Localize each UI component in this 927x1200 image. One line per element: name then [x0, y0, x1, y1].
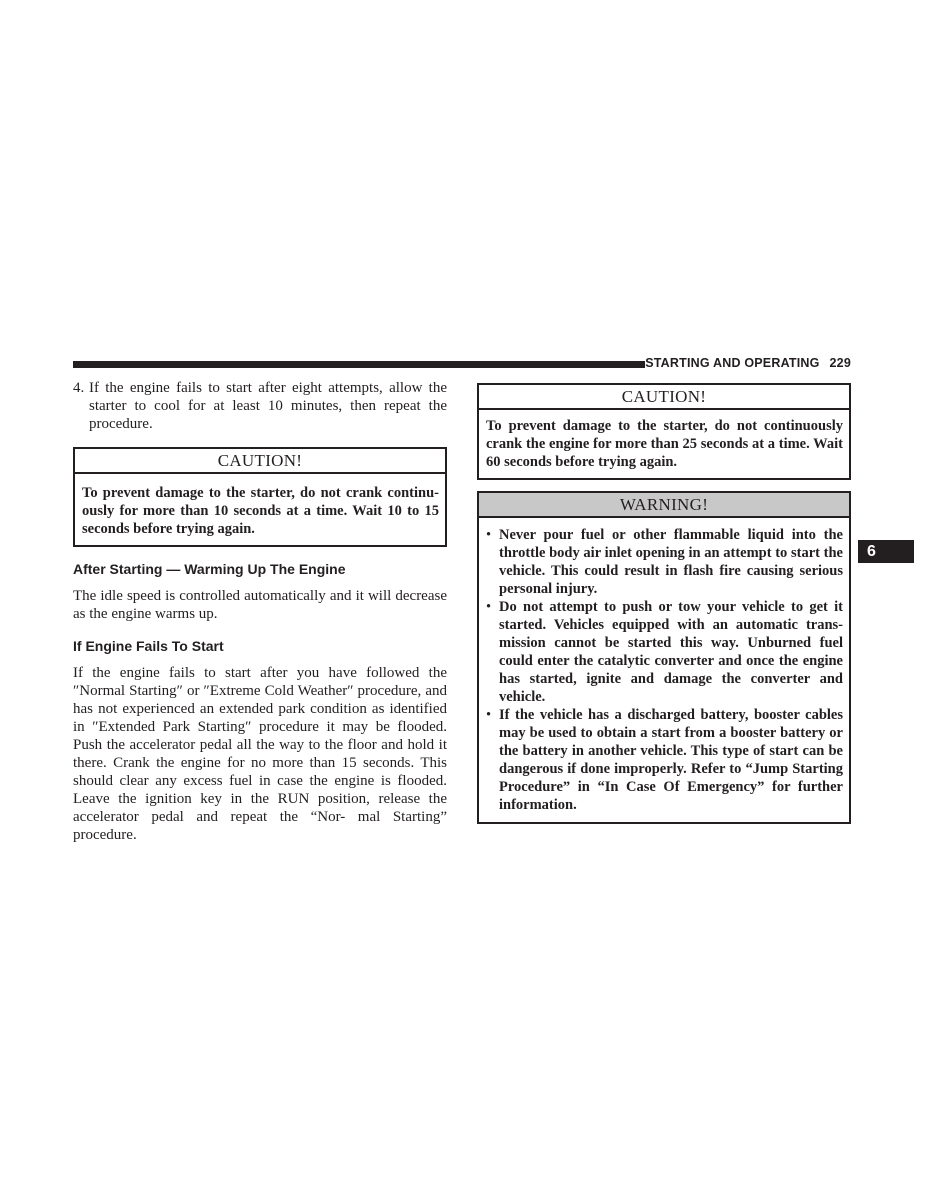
chapter-tab: 6 — [858, 540, 914, 563]
step-number: 4. — [73, 380, 85, 396]
section-title: STARTING AND OPERATING — [645, 356, 820, 370]
caution-title: CAUTION! — [75, 449, 445, 474]
after-starting-text: The idle speed is controlled automatically and it will decrease as the engine warms up. — [73, 588, 447, 622]
bullet-icon: • — [486, 599, 492, 615]
warning-body — [479, 518, 849, 822]
step-text: If the engine fails to start after eight attempts, allow the starter to cool for at least 10 minutes, then repeat the procedure. — [89, 380, 447, 432]
list-item — [486, 526, 843, 598]
list-item — [486, 706, 843, 814]
warning-box — [477, 491, 851, 824]
warning-item-text: If the vehicle has a discharged battery, booster cables may be used to obtain a start from a booster battery or the battery in another vehicle. This type of start can be dangerous if done improperly. Refer to “Jump Starting Procedure” in “In Case Of Emergency” for further information. — [499, 707, 843, 813]
fails-to-start-heading: If Engine Fails To Start — [73, 638, 224, 654]
warning-item-text: Never pour fuel or other flammable liquid into the throttle body air inlet opening in an attempt to start the vehicle. This could result in flash fire causing serious personal injury. — [499, 527, 843, 597]
right-column — [477, 383, 851, 824]
bullet-icon: • — [486, 527, 492, 543]
caution-text: To prevent damage to the starter, do not continuously crank the engine for more than 25 seconds at a time. Wait 60 seconds before trying again. — [486, 418, 843, 470]
warning-title: WARNING! — [479, 493, 849, 518]
after-starting-heading: After Starting — Warming Up The Engine — [73, 561, 346, 577]
caution-text: To prevent damage to the starter, do not crank continu- ously for more than 10 seconds at a time. Wait 10 to 15 seconds before trying again. — [82, 485, 439, 537]
header-rule — [73, 361, 645, 368]
warning-item-text: Do not attempt to push or tow your vehicle to get it started. Vehicles equipped with an automatic trans- mission cannot be started this way. Unburned fuel could enter the catalytic converter and once the engine has started, ignite and damage the converter and vehicle. — [499, 599, 843, 705]
caution-title: CAUTION! — [479, 385, 849, 410]
running-header — [645, 356, 851, 370]
caution-box-left — [73, 447, 447, 547]
list-item — [486, 598, 843, 706]
warning-list — [486, 526, 843, 814]
procedure-step-4 — [73, 379, 447, 433]
page-number: 229 — [829, 356, 851, 370]
bullet-icon: • — [486, 707, 492, 723]
left-column — [73, 379, 447, 844]
caution-box-right — [477, 383, 851, 480]
fails-to-start-text: If the engine fails to start after you have followed the ″Normal Starting″ or ″Extreme Cold Weather″ procedure, and has not experienced an extended park condition as identified in ″Extended Park Starting″ procedure it may be flooded. Push the accelerator pedal all the way to the floor and hold it there. Crank the engine for no more than 15 seconds. This should clear any excess fuel in case the engine is flooded. Leave the ignition key in the RUN position, release the accelerator pedal and repeat the “Nor- mal Starting” procedure. — [73, 665, 447, 843]
